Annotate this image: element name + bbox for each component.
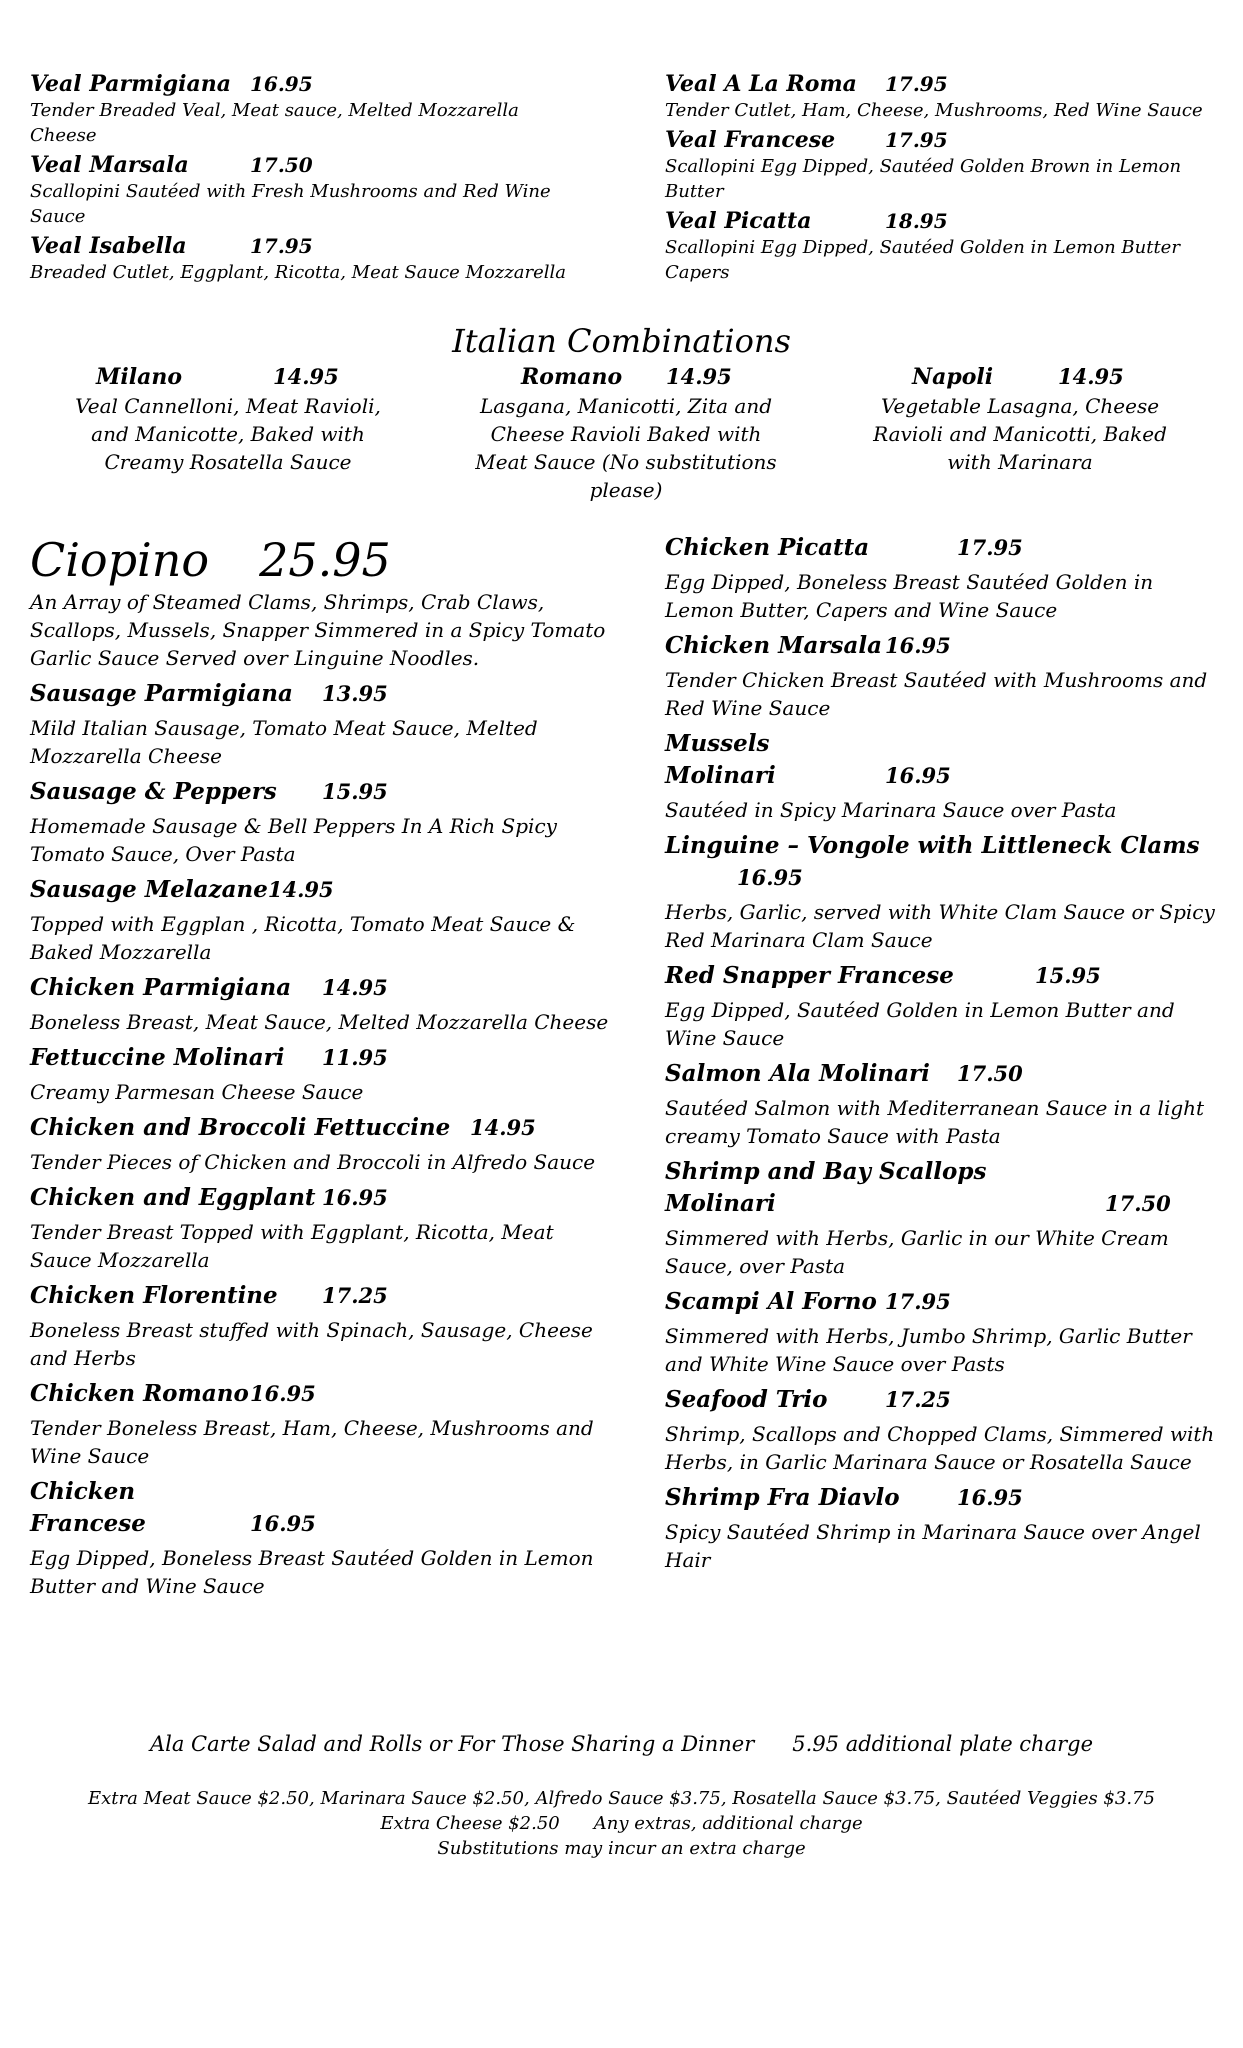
item-price: 18.95 bbox=[885, 209, 948, 233]
item-price: 17.95 bbox=[957, 535, 1023, 560]
item-price: 25.95 bbox=[259, 533, 391, 587]
ciopino-heading bbox=[30, 532, 610, 588]
item-name: Sausage Melazane bbox=[30, 876, 268, 903]
item-description: Simmered with Herbs, Jumbo Shrimp, Garlic Butter and White Wine Sauce over Pasts bbox=[665, 1324, 1192, 1376]
item-description: Egg Dipped, Boneless Breast Sautéed Golden in Lemon Butter, Capers and Wine Sauce bbox=[665, 570, 1154, 622]
item-name: Veal Francese bbox=[665, 127, 836, 153]
item-price: 17.95 bbox=[885, 128, 948, 152]
menu-item bbox=[30, 874, 610, 966]
item-name: Seafood Trio bbox=[665, 1386, 828, 1413]
item-price: 17.50 bbox=[250, 153, 313, 177]
item-price: 17.25 bbox=[885, 1387, 951, 1412]
menu-item bbox=[30, 678, 610, 770]
menu-item bbox=[30, 1280, 610, 1372]
item-description: Lasgana, Manicotti, Zita and Cheese Ravioli Baked with Meat Sauce (No substitutions please) bbox=[475, 394, 777, 502]
menu-item bbox=[665, 1058, 1225, 1150]
item-description: Topped with Eggplan , Ricotta, Tomato Meat Sauce & Baked Mozzarella bbox=[30, 912, 576, 964]
item-price: 16.95 bbox=[885, 763, 951, 788]
item-price: 16.95 bbox=[737, 865, 803, 890]
item-name: Napoli bbox=[912, 364, 994, 390]
item-price: 15.95 bbox=[1035, 963, 1101, 988]
item-price: 16.95 bbox=[957, 1485, 1023, 1510]
item-name: Romano bbox=[521, 364, 623, 390]
item-price: 16.95 bbox=[322, 1185, 388, 1210]
item-name: Shrimp and Bay Scallops Molinari bbox=[665, 1158, 987, 1217]
item-description: Tender Breast Topped with Eggplant, Ricotta, Meat Sauce Mozzarella bbox=[30, 1220, 554, 1272]
combo-item bbox=[840, 362, 1200, 476]
veal-column-right bbox=[665, 70, 1225, 288]
item-description: Scallopini Egg Dipped, Sautéed Golden Brown in Lemon Butter bbox=[665, 156, 1182, 202]
item-description: Homemade Sausage & Bell Peppers In A Rich Spicy Tomato Sauce, Over Pasta bbox=[30, 814, 557, 866]
menu-item bbox=[665, 532, 1225, 624]
item-name: Chicken Marsala bbox=[665, 632, 883, 659]
menu-item bbox=[30, 151, 590, 229]
item-name: Chicken Romano bbox=[30, 1380, 249, 1407]
item-price: 14.95 bbox=[1058, 364, 1124, 389]
menu-item bbox=[30, 776, 610, 868]
menu-item bbox=[665, 126, 1225, 204]
footer-line: Extra Cheese $2.50 bbox=[380, 1813, 560, 1834]
item-description: Simmered with Herbs, Garlic in our White Cream Sauce, over Pasta bbox=[665, 1226, 1169, 1278]
item-name: Salmon Ala Molinari bbox=[665, 1060, 930, 1087]
item-price: 17.50 bbox=[1105, 1191, 1171, 1216]
item-description: Tender Breaded Veal, Meat sauce, Melted Mozzarella Cheese bbox=[30, 100, 519, 146]
item-price: 17.95 bbox=[885, 1289, 951, 1314]
veal-column-left bbox=[30, 70, 590, 288]
menu-item bbox=[665, 960, 1225, 1052]
item-description: Vegetable Lasagna, Cheese Ravioli and Manicotti, Baked with Marinara bbox=[873, 394, 1167, 474]
item-name: Milano bbox=[96, 364, 182, 390]
item-description: Veal Cannelloni, Meat Ravioli, and Manicotte, Baked with Creamy Rosatella Sauce bbox=[75, 394, 381, 474]
item-name: Chicken Picatta bbox=[665, 534, 870, 561]
item-name: Chicken and Eggplant bbox=[30, 1184, 316, 1211]
item-name: Veal Marsala bbox=[30, 152, 189, 178]
item-name: Veal Parmigiana bbox=[30, 71, 231, 97]
item-description: Scallopini Sautéed with Fresh Mushrooms and Red Wine Sauce bbox=[30, 181, 551, 227]
item-name: Red Snapper Francese bbox=[665, 962, 954, 989]
item-description: Sautéed in Spicy Marinara Sauce over Pasta bbox=[665, 798, 1117, 822]
item-name: Veal Isabella bbox=[30, 233, 187, 259]
item-price: 16.95 bbox=[250, 1511, 316, 1536]
menu-item bbox=[665, 1286, 1225, 1378]
menu-item bbox=[30, 1042, 610, 1106]
item-name: Linguine – Vongole with Littleneck Clams bbox=[665, 832, 1200, 859]
item-price: 14.95 bbox=[267, 877, 334, 902]
combo-item bbox=[48, 362, 408, 476]
item-description: Tender Chicken Breast Sautéed with Mushrooms and Red Wine Sauce bbox=[665, 668, 1208, 720]
menu-item bbox=[665, 1482, 1225, 1574]
item-name: Sausage Parmigiana bbox=[30, 680, 293, 707]
item-price: 14.95 bbox=[322, 975, 388, 1000]
item-description: Creamy Parmesan Cheese Sauce bbox=[30, 1080, 364, 1104]
item-price: 13.95 bbox=[322, 681, 388, 706]
menu-item bbox=[665, 728, 1225, 824]
item-description: Tender Cutlet, Ham, Cheese, Mushrooms, Red Wine Sauce bbox=[665, 100, 1203, 121]
menu-item bbox=[30, 972, 610, 1036]
footer-extras bbox=[0, 1786, 1243, 1861]
item-name: Fettuccine Molinari bbox=[30, 1044, 285, 1071]
item-name: Chicken Florentine bbox=[30, 1282, 278, 1309]
item-name: Sausage & Peppers bbox=[30, 778, 277, 805]
item-description: Egg Dipped, Sautéed Golden in Lemon Butter and Wine Sauce bbox=[665, 998, 1175, 1050]
menu-item bbox=[30, 1112, 610, 1176]
menu-item bbox=[665, 1384, 1225, 1476]
menu-item bbox=[30, 1476, 610, 1600]
item-description: Shrimp, Scallops and Chopped Clams, Simmered with Herbs, in Garlic Marinara Sauce or Rosatella Sauce bbox=[665, 1422, 1215, 1474]
footer-line: Ala Carte Salad and Rolls or For Those Sharing a Dinner bbox=[149, 1732, 755, 1756]
item-name: Veal Picatta bbox=[665, 208, 812, 234]
item-price: 11.95 bbox=[322, 1045, 388, 1070]
section-title: Italian Combinations bbox=[452, 322, 791, 360]
menu-column-left bbox=[30, 532, 610, 1606]
item-description: Scallopini Egg Dipped, Sautéed Golden in Lemon Butter Capers bbox=[665, 237, 1180, 283]
item-price: 17.50 bbox=[957, 1061, 1023, 1086]
menu-item bbox=[30, 1378, 610, 1470]
item-price: 16.95 bbox=[885, 633, 951, 658]
item-name: Chicken Parmigiana bbox=[30, 974, 292, 1001]
menu-item bbox=[665, 207, 1225, 285]
combo-item bbox=[446, 362, 806, 504]
item-price: 17.95 bbox=[250, 234, 313, 258]
item-price: 15.95 bbox=[322, 779, 388, 804]
item-price: 17.25 bbox=[322, 1283, 388, 1308]
menu-item bbox=[665, 1156, 1225, 1280]
item-name: Mussels Molinari bbox=[665, 730, 776, 789]
item-name: Chicken Francese bbox=[30, 1478, 146, 1537]
menu-column-right bbox=[665, 532, 1225, 1580]
item-description: Boneless Breast stuffed with Spinach, Sausage, Cheese and Herbs bbox=[30, 1318, 593, 1370]
item-description: Breaded Cutlet, Eggplant, Ricotta, Meat Sauce Mozzarella bbox=[30, 262, 567, 283]
item-price: 14.95 bbox=[470, 1115, 536, 1140]
menu-item bbox=[30, 232, 590, 285]
item-price: 14.95 bbox=[273, 364, 339, 389]
item-name: Ciopino bbox=[30, 533, 210, 587]
item-description: Boneless Breast, Meat Sauce, Melted Mozzarella Cheese bbox=[30, 1010, 609, 1034]
menu-item bbox=[665, 630, 1225, 722]
item-name: Veal A La Roma bbox=[665, 71, 857, 97]
footer-charge: 5.95 additional plate charge bbox=[792, 1732, 1094, 1756]
footer-plate-charge bbox=[0, 1732, 1243, 1756]
item-name: Shrimp Fra Diavlo bbox=[665, 1484, 900, 1511]
item-description: Tender Pieces of Chicken and Broccoli in Alfredo Sauce bbox=[30, 1150, 596, 1174]
item-description: Spicy Sautéed Shrimp in Marinara Sauce over Angel Hair bbox=[665, 1520, 1201, 1572]
item-description: An Array of Steamed Clams, Shrimps, Crab Claws, Scallops, Mussels, Snapper Simmered in a Spicy Tomato Garlic Sauce Served over Linguine Noodles. bbox=[30, 590, 606, 670]
item-price: 17.95 bbox=[885, 72, 948, 96]
item-price: 14.95 bbox=[666, 364, 732, 389]
item-description: Tender Boneless Breast, Ham, Cheese, Mushrooms and Wine Sauce bbox=[30, 1416, 594, 1468]
footer-line: Extra Meat Sauce $2.50, Marinara Sauce $2.50, Alfredo Sauce $3.75, Rosatella Sauce $3.75, Sautéed Veggies $3.75 bbox=[88, 1788, 1155, 1809]
item-price: 16.95 bbox=[250, 72, 313, 96]
item-description: Mild Italian Sausage, Tomato Meat Sauce, Melted Mozzarella Cheese bbox=[30, 716, 538, 768]
item-description: Egg Dipped, Boneless Breast Sautéed Golden in Lemon Butter and Wine Sauce bbox=[30, 1546, 594, 1598]
item-description: Herbs, Garlic, served with White Clam Sauce or Spicy Red Marinara Clam Sauce bbox=[665, 900, 1215, 952]
footer-line: Any extras, additional charge bbox=[593, 1813, 863, 1834]
footer-line: Substitutions may incur an extra charge bbox=[437, 1838, 806, 1859]
menu-item bbox=[30, 70, 590, 148]
item-description: Sautéed Salmon with Mediterranean Sauce in a light creamy Tomato Sauce with Pasta bbox=[665, 1096, 1205, 1148]
menu-item bbox=[30, 1182, 610, 1274]
item-price: 16.95 bbox=[250, 1381, 316, 1406]
menu-item bbox=[665, 70, 1225, 123]
item-name: Scampi Al Forno bbox=[665, 1288, 877, 1315]
menu-item bbox=[665, 830, 1225, 954]
item-name: Chicken and Broccoli Fettuccine bbox=[30, 1114, 451, 1141]
